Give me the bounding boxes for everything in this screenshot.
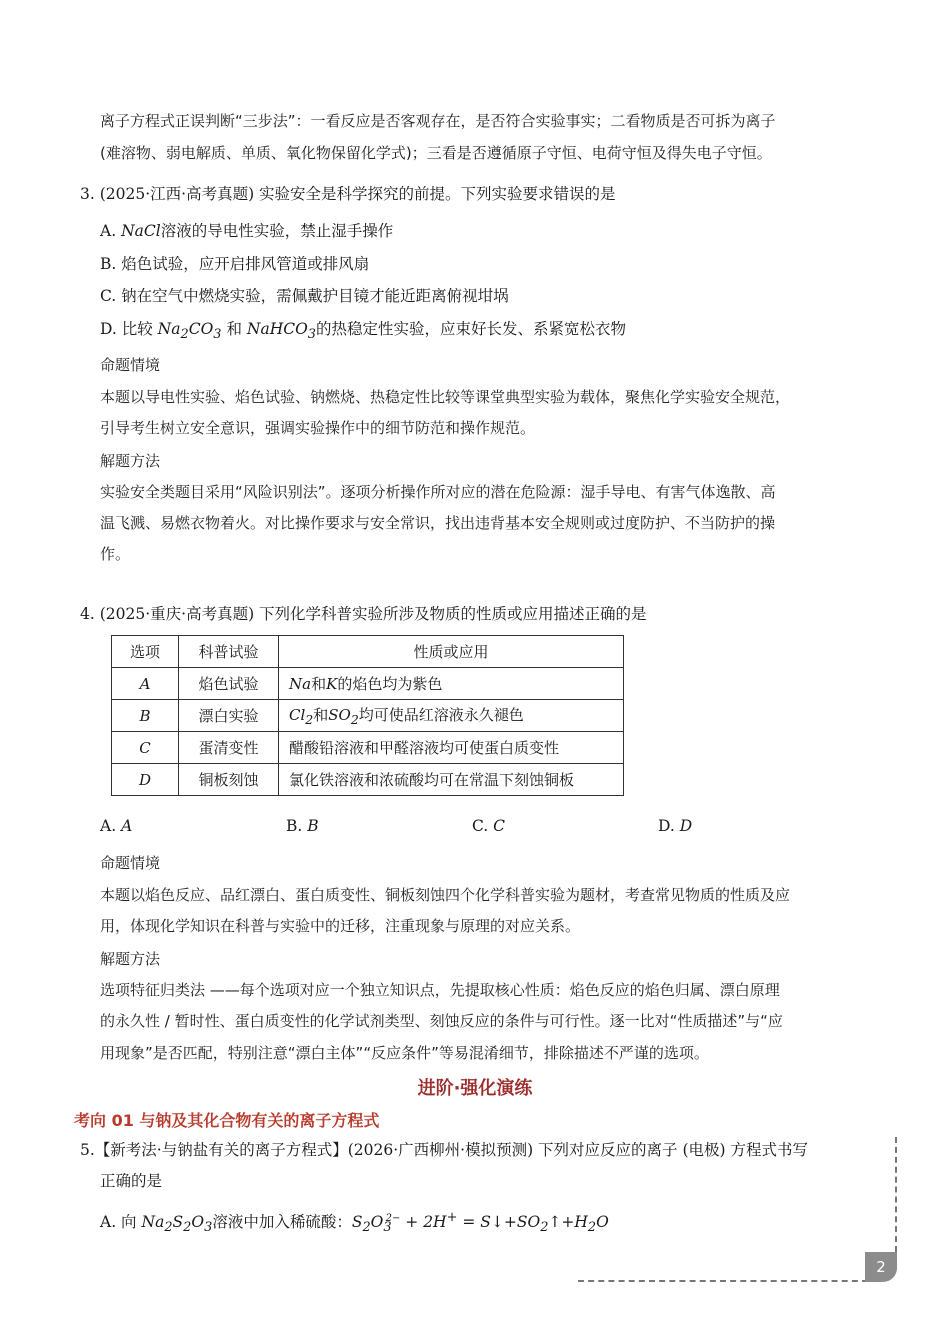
q4-context-title: 命题情境 bbox=[100, 854, 161, 872]
question-5-stem bbox=[80, 1139, 808, 1161]
question-text: (2025·江西·高考真题) 实验安全是科学探究的前提。下列实验要求错误的是 bbox=[99, 185, 616, 203]
q4-method-line-3: 用现象”是否匹配，特别注意“漂白主体”“反应条件”等易混淆细节，排除描述不严谨的选项。 bbox=[100, 1044, 709, 1062]
q3-method-line-3: 作。 bbox=[100, 545, 131, 563]
q3-context-title: 命题情境 bbox=[100, 356, 161, 374]
formula: NaCl bbox=[121, 222, 161, 240]
q4-context-line-2: 用，体现化学知识在科普与实验中的迁移，注重现象与原理的对应关系。 bbox=[100, 917, 581, 935]
intro-line-2: (难溶物、弱电解质、单质、氧化物保留化学式)；三看是否遵循原子守恒、电荷守恒及得失电子守恒。 bbox=[100, 144, 772, 162]
q3-option-c[interactable]: C. 钠在空气中燃烧实验，需佩戴护目镜才能近距离俯视坩埚 bbox=[100, 287, 509, 305]
intro-line-1: 离子方程式正误判断“三步法”：一看反应是否客观存在，是否符合实验事实；二看物质是否可拆为离子 bbox=[100, 112, 776, 130]
ionic-equation: $S_2O_3^{2-} + 2H^+$ = $S↓+SO_2↑+H_2O$ bbox=[351, 1210, 609, 1236]
question-5-stem-cont: 正确的是 bbox=[100, 1172, 163, 1190]
q4-choice-c[interactable]: C. C bbox=[472, 817, 506, 835]
table-row: C 蛋清变性 醋酸铅溶液和甲醛溶液均可使蛋白质变性 bbox=[112, 732, 624, 764]
q3-method-title: 解题方法 bbox=[100, 452, 161, 470]
table-header-row bbox=[112, 636, 624, 668]
section-title: 进阶·强化演练 bbox=[417, 1078, 533, 1099]
question-3-stem bbox=[80, 183, 616, 205]
q3-option-a[interactable]: A. NaCl溶液的导电性实验，禁止湿手操作 bbox=[100, 222, 394, 240]
question-number: 4. bbox=[80, 605, 95, 623]
q3-option-b[interactable]: B. 焰色试验，应开启排风管道或排风扇 bbox=[100, 255, 370, 273]
q3-context-line-2: 引导考生树立安全意识，强调实验操作中的细节防范和操作规范。 bbox=[100, 419, 536, 437]
dashed-border-vertical bbox=[895, 1137, 897, 1252]
table-row: B 漂白实验 $Cl_2$和$SO_2$均可使品红溶液永久褪色 bbox=[112, 700, 624, 732]
formula: $Na_2CO_3$ bbox=[157, 320, 222, 343]
formula: $Na_2S_2O_3$ bbox=[141, 1213, 213, 1236]
table-row: D 铜板刻蚀 氯化铁溶液和浓硫酸均可在常温下刻蚀铜板 bbox=[112, 764, 624, 796]
q4-method-line-1: 选项特征归类法 ——每个选项对应一个独立知识点，先提取核心性质：焰色反应的焰色归属、漂白原理 bbox=[100, 981, 780, 999]
question-number: 3. bbox=[80, 185, 95, 203]
q4-context-line-1: 本题以焰色反应、品红漂白、蛋白质变性、铜板刻蚀四个化学科普实验为题材，考查常见物质的性质及应 bbox=[100, 886, 791, 904]
formula: NaHCO$_3$ bbox=[246, 320, 316, 343]
property-table bbox=[111, 635, 624, 796]
q4-choice-a[interactable]: A. A bbox=[100, 817, 133, 835]
table-header: 科普试验 bbox=[179, 636, 279, 668]
q3-context-line-1: 本题以导电性实验、焰色试验、钠燃烧、热稳定性比较等课堂典型实验为载体，聚焦化学实验安全规范， bbox=[100, 388, 791, 406]
table-row: A 焰色试验 Na和K的焰色均为紫色 bbox=[112, 668, 624, 700]
question-4-stem bbox=[80, 603, 647, 625]
table-header: 选项 bbox=[112, 636, 179, 668]
q5-option-a[interactable]: A. 向 $Na_2S_2O_3$溶液中加入稀硫酸：$S_2O_3^{2-} + 2H^+$ = $S↓+SO_2↑+H_2O$ bbox=[100, 1210, 609, 1236]
page-number: 2 bbox=[865, 1252, 897, 1282]
q4-method-line-2: 的永久性 / 暂时性、蛋白质变性的化学试剂类型、刻蚀反应的条件与可行性。逐一比对“性质描述”与“应 bbox=[100, 1012, 783, 1030]
q4-choice-d[interactable]: D. D bbox=[658, 817, 693, 835]
q3-method-line-1: 实验安全类题目采用“风险识别法”。逐项分析操作所对应的潜在危险源：湿手导电、有害气体逸散、高 bbox=[100, 483, 776, 501]
question-number: 5. bbox=[80, 1141, 95, 1159]
question-text: (2025·重庆·高考真题) 下列化学科普实验所涉及物质的性质或应用描述正确的是 bbox=[99, 605, 647, 623]
dashed-border-horizontal bbox=[578, 1280, 868, 1282]
q4-method-title: 解题方法 bbox=[100, 950, 161, 968]
q3-method-line-2: 温飞溅、易燃衣物着火。对比操作要求与安全常识，找出违背基本安全规则或过度防护、不当防护的操 bbox=[100, 514, 776, 532]
question-text: 【新考法·与钠盐有关的离子方程式】(2026·广西柳州·模拟预测) 下列对应反应的离子 (电极) 方程式书写 bbox=[94, 1141, 808, 1159]
q4-choice-b[interactable]: B. B bbox=[286, 817, 319, 835]
table-header: 性质或应用 bbox=[279, 636, 624, 668]
q3-option-d[interactable]: D. 比较 $Na_2CO_3$ 和 NaHCO$_3$的热稳定性实验，应束好长发、系紧宽松衣物 bbox=[100, 320, 627, 343]
subsection-title: 考向 01 与钠及其化合物有关的离子方程式 bbox=[74, 1111, 380, 1130]
